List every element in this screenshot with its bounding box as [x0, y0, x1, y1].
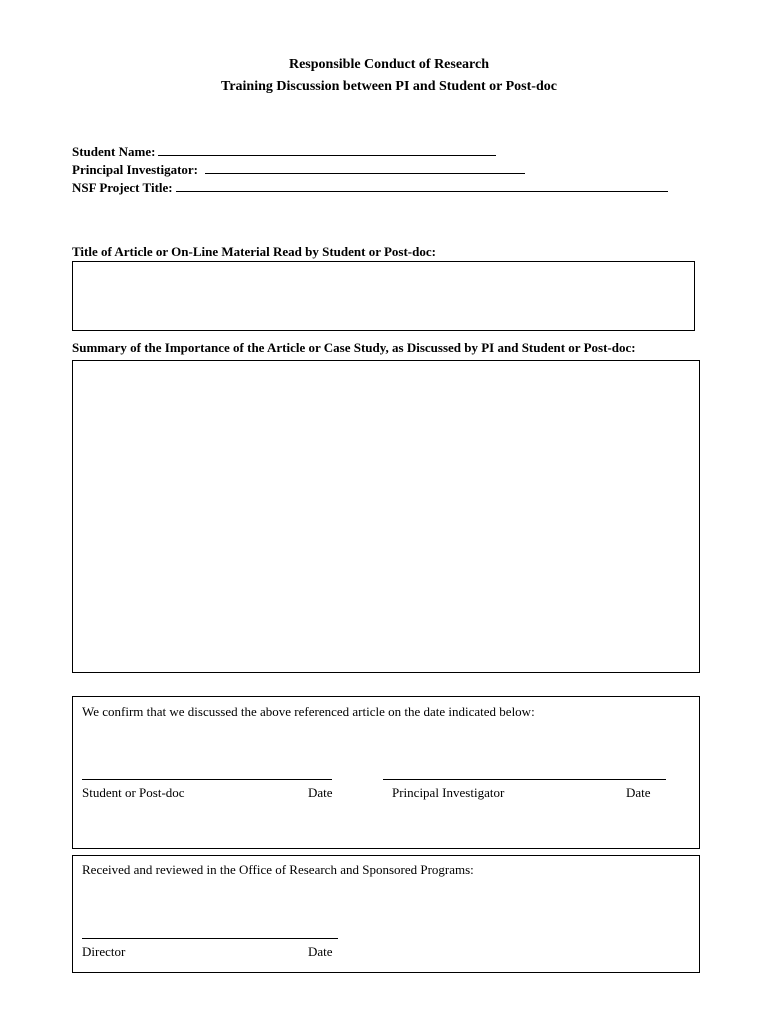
- confirmation-statement: We confirm that we discussed the above referenced article on the date indicated below:: [82, 704, 535, 719]
- student-caption: Student or Post-doc: [82, 785, 185, 800]
- principal-investigator-label: Principal Investigator:: [72, 162, 199, 177]
- pi-signature-line[interactable]: [383, 779, 666, 780]
- student-name-label: Student Name:: [72, 144, 156, 159]
- nsf-project-title-blank[interactable]: [176, 180, 668, 192]
- student-name-blank[interactable]: [158, 144, 496, 156]
- nsf-project-title-field: [72, 179, 668, 196]
- principal-investigator-field: [72, 161, 525, 178]
- student-name-field: [72, 143, 496, 160]
- student-signature-line[interactable]: [82, 779, 332, 780]
- pi-caption: Principal Investigator: [392, 785, 505, 800]
- director-caption: Director: [82, 944, 126, 959]
- summary-heading: Summary of the Importance of the Article or Case Study, as Discussed by PI and Student or Post-doc:: [72, 340, 636, 355]
- director-signature-line[interactable]: [82, 938, 338, 939]
- pi-date-caption: Date: [626, 785, 651, 800]
- form-title: Responsible Conduct of Research: [288, 57, 490, 72]
- office-review-statement: Received and reviewed in the Office of Research and Sponsored Programs:: [82, 862, 474, 877]
- nsf-project-title-label: NSF Project Title:: [72, 180, 173, 195]
- form-subtitle: Training Discussion between PI and Student or Post-doc: [221, 79, 557, 94]
- article-title-heading: Title of Article or On-Line Material Read by Student or Post-doc:: [72, 244, 436, 259]
- student-date-caption: Date: [308, 785, 333, 800]
- article-title-box[interactable]: [72, 261, 695, 331]
- director-date-caption: Date: [308, 944, 333, 959]
- principal-investigator-blank[interactable]: [205, 162, 525, 174]
- summary-box[interactable]: [72, 360, 700, 673]
